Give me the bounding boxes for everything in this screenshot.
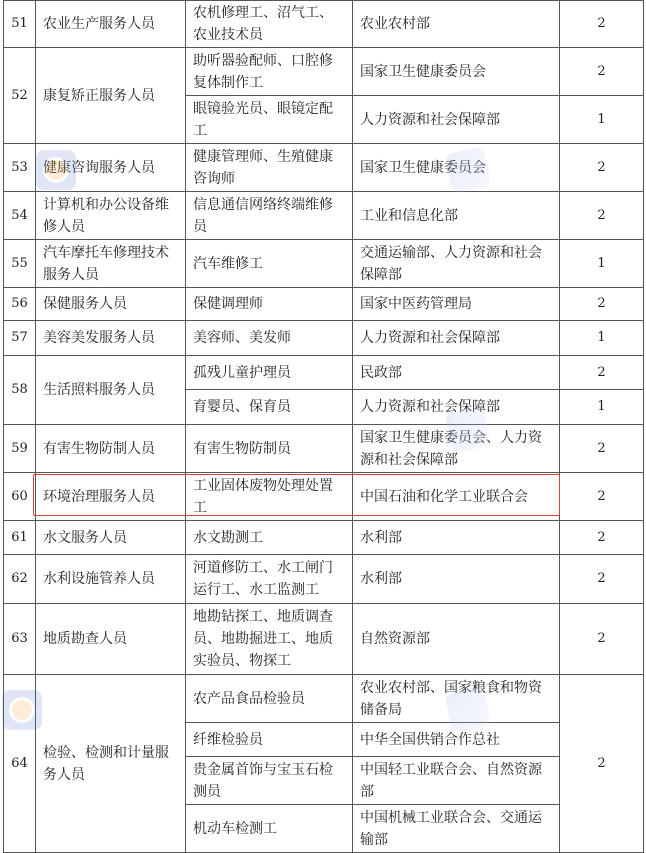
row-number: 61: [4, 521, 36, 555]
row-number: 51: [4, 1, 36, 48]
occupation-cell: 水文勘测工: [186, 521, 353, 555]
occupation-cell: 农产品食品检验员: [186, 675, 353, 723]
department-cell: 水利部: [353, 555, 560, 604]
department-cell: 国家卫生健康委员会、人力资源和社会保障部: [353, 425, 560, 473]
department-cell: 中国机械工业联合会、交通运输部: [353, 805, 560, 853]
count-cell: 2: [560, 675, 644, 853]
category-cell: 水文服务人员: [36, 521, 186, 555]
row-number: 55: [4, 240, 36, 288]
row-number: 57: [4, 321, 36, 356]
count-cell: 2: [560, 425, 644, 473]
department-cell: 中国石油和化学工业联合会: [353, 473, 560, 521]
count-cell: 2: [560, 473, 644, 521]
occupation-cell: 育婴员、保育员: [186, 390, 353, 425]
count-cell: 2: [560, 356, 644, 390]
count-cell: 2: [560, 192, 644, 240]
table-row: [4, 675, 644, 723]
row-number: 60: [4, 473, 36, 521]
count-cell: 2: [560, 288, 644, 321]
count-cell: 2: [560, 144, 644, 192]
count-cell: 2: [560, 521, 644, 555]
occupation-table: [3, 0, 644, 853]
table-row: [4, 48, 644, 96]
occupation-cell: 孤残儿童护理员: [186, 356, 353, 390]
watermark-mark-icon: [444, 686, 491, 733]
count-cell: 2: [560, 555, 644, 604]
table-row: [4, 356, 644, 390]
occupation-cell: 河道修防工、水工闸门运行工、水工监测工: [186, 555, 353, 604]
occupation-cell: 贵金属首饰与宝玉石检测员: [186, 757, 353, 805]
department-cell: 国家中医药管理局: [353, 288, 560, 321]
count-cell: 1: [560, 240, 644, 288]
occupation-cell: 汽车维修工: [186, 240, 353, 288]
department-cell: 人力资源和社会保障部: [353, 321, 560, 356]
count-cell: 2: [560, 604, 644, 675]
table-row: [4, 521, 644, 555]
category-cell: 健康咨询服务人员: [36, 144, 186, 192]
count-cell: 2: [560, 48, 644, 96]
occupation-cell: 眼镜验光员、眼镜定配工: [186, 96, 353, 144]
occupation-cell: 工业固体废物处理处置工: [186, 473, 353, 521]
category-cell: 汽车摩托车修理技术服务人员: [36, 240, 186, 288]
category-cell: 水利设施管养人员: [36, 555, 186, 604]
row-number: 56: [4, 288, 36, 321]
department-cell: 自然资源部: [353, 604, 560, 675]
table-row: [4, 288, 644, 321]
department-cell: 国家卫生健康委员会: [353, 48, 560, 96]
table-row: [4, 425, 644, 473]
department-cell: 交通运输部、人力资源和社会保障部: [353, 240, 560, 288]
department-cell: 农业农村部: [353, 1, 560, 48]
table-row: [4, 144, 644, 192]
department-cell: 水利部: [353, 521, 560, 555]
department-cell: 中华全国供销合作总社: [353, 723, 560, 757]
watermark-mark-icon: [444, 406, 491, 453]
occupation-cell: 信息通信网络终端维修员: [186, 192, 353, 240]
category-cell: 农业生产服务人员: [36, 1, 186, 48]
count-cell: 2: [560, 1, 644, 48]
occupation-cell: 健康管理师、生殖健康咨询师: [186, 144, 353, 192]
occupation-cell: 纤维检验员: [186, 723, 353, 757]
department-cell: 国家卫生健康委员会: [353, 144, 560, 192]
department-cell: 民政部: [353, 356, 560, 390]
row-number: 64: [4, 675, 36, 853]
table-row: [4, 555, 644, 604]
row-number: 58: [4, 356, 36, 425]
count-cell: 1: [560, 96, 644, 144]
category-cell: 生活照料服务人员: [36, 356, 186, 425]
department-cell: 中国轻工业联合会、自然资源部: [353, 757, 560, 805]
department-cell: 工业和信息化部: [353, 192, 560, 240]
row-number: 63: [4, 604, 36, 675]
category-cell: 有害生物防制人员: [36, 425, 186, 473]
watermark-logo-icon: [36, 150, 76, 190]
category-cell: 检验、检测和计量服务人员: [36, 675, 186, 853]
row-number: 59: [4, 425, 36, 473]
count-cell: 1: [560, 321, 644, 356]
category-cell: 计算机和办公设备维修人员: [36, 192, 186, 240]
category-cell: 康复矫正服务人员: [36, 48, 186, 144]
department-cell: 农业农村部、国家粮食和物资储备局: [353, 675, 560, 723]
department-cell: 人力资源和社会保障部: [353, 390, 560, 425]
table-row: [4, 192, 644, 240]
category-cell: 环境治理服务人员: [36, 473, 186, 521]
row-number: 54: [4, 192, 36, 240]
table-row: [4, 473, 644, 521]
count-cell: 1: [560, 390, 644, 425]
occupation-cell: 地勘钻探工、地质调查员、地勘掘进工、地质实验员、物探工: [186, 604, 353, 675]
row-number: 62: [4, 555, 36, 604]
table-row: [4, 321, 644, 356]
table-row: [4, 240, 644, 288]
watermark-mark-icon: [444, 146, 491, 193]
watermark-logo-icon: [2, 690, 42, 730]
table-row: [4, 604, 644, 675]
occupation-cell: 机动车检测工: [186, 805, 353, 853]
row-number: 53: [4, 144, 36, 192]
occupation-cell: 有害生物防制员: [186, 425, 353, 473]
category-cell: 保健服务人员: [36, 288, 186, 321]
row-number: 52: [4, 48, 36, 144]
occupation-cell: 助听器验配师、口腔修复体制作工: [186, 48, 353, 96]
occupation-cell: 美容师、美发师: [186, 321, 353, 356]
category-cell: 美容美发服务人员: [36, 321, 186, 356]
table-row: [4, 1, 644, 48]
occupation-cell: 农机修理工、沼气工、农业技术员: [186, 1, 353, 48]
category-cell: 地质勘查人员: [36, 604, 186, 675]
department-cell: 人力资源和社会保障部: [353, 96, 560, 144]
occupation-cell: 保健调理师: [186, 288, 353, 321]
